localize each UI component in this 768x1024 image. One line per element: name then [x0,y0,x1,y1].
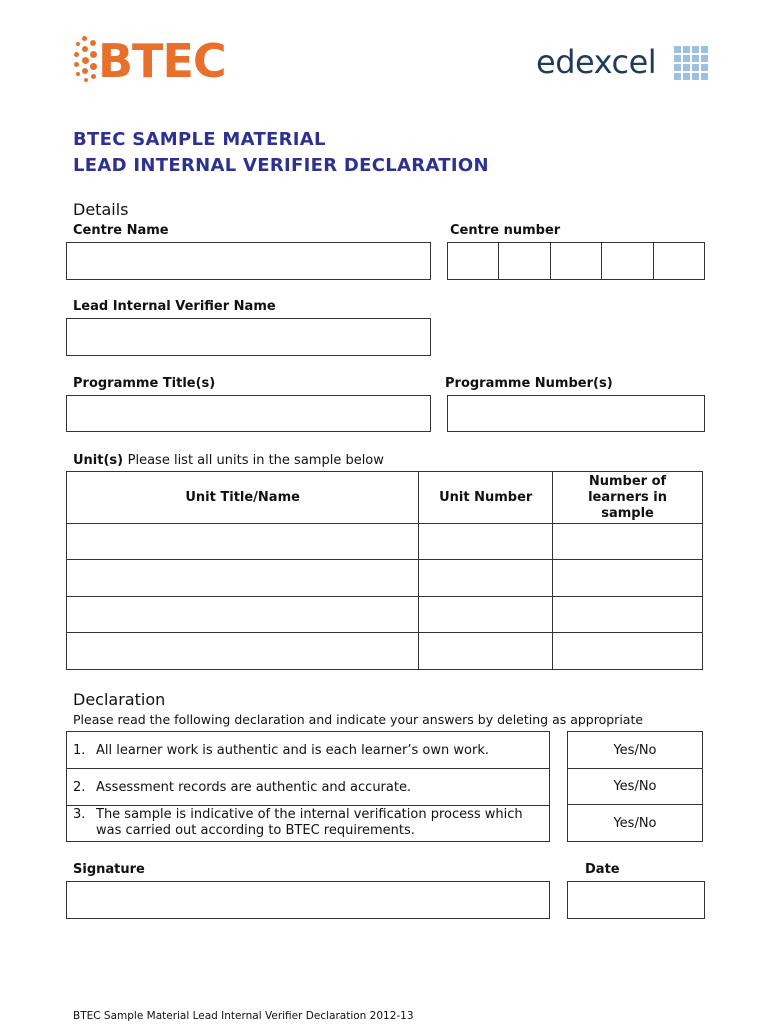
signature-field[interactable] [66,881,550,919]
learners-cell[interactable] [553,597,703,633]
declaration-number: 1. [73,742,86,758]
unit-title-cell[interactable] [67,560,419,597]
table-row [67,524,703,560]
units-table [66,471,703,670]
page-footer: BTEC Sample Material Lead Internal Verifier Declaration 2012-13 [73,1010,414,1022]
declaration-text: All learner work is authentic and is each learner’s own work. [96,742,489,758]
btec-wordmark: BTEC [98,34,226,88]
centre-number-digit-5[interactable] [653,243,704,280]
unit-title-cell[interactable] [67,633,419,670]
learners-cell[interactable] [553,524,703,560]
programme-title-field[interactable] [66,395,431,432]
centre-number-digit-4[interactable] [602,243,653,280]
learners-cell[interactable] [553,633,703,670]
declaration-answer-2[interactable]: Yes/No [567,768,703,805]
declaration-answer-3[interactable]: Yes/No [567,804,703,842]
declaration-row [67,769,550,806]
table-row [67,633,703,670]
date-field[interactable] [567,881,705,919]
table-row [67,597,703,633]
programme-number-field[interactable] [447,395,705,432]
liv-name-field[interactable] [66,318,431,356]
declaration-number: 3. [73,807,86,822]
date-label: Date [585,862,620,877]
centre-number-digit-3[interactable] [550,243,601,280]
signature-label: Signature [73,862,145,877]
units-label-note: Please list all units in the sample below [127,453,384,468]
units-label-bold: Unit(s) [73,453,124,468]
declaration-table [66,731,550,842]
unit-number-header: Unit Number [419,472,553,524]
declaration-row [67,732,550,769]
declaration-answer-1[interactable]: Yes/No [567,731,703,769]
declaration-text: Assessment records are authentic and accurate. [96,779,412,795]
unit-number-cell[interactable] [419,597,553,633]
declaration-number: 2. [73,779,86,795]
centre-number-field[interactable] [447,242,705,280]
declaration-heading: Declaration [73,690,166,709]
declaration-text: The sample is indicative of the internal verification process which was carried out according to BTEC requirements. [96,807,523,838]
unit-number-cell[interactable] [419,524,553,560]
centre-number-label: Centre number [450,223,561,238]
edexcel-logo [536,40,716,86]
unit-title-header: Unit Title/Name [67,472,419,524]
centre-number-digit-1[interactable] [448,243,499,280]
declaration-row [67,806,550,842]
programme-number-label: Programme Number(s) [445,376,613,391]
unit-number-cell[interactable] [419,560,553,597]
centre-number-digit-2[interactable] [499,243,550,280]
declaration-instruction: Please read the following declaration and indicate your answers by deleting as appropriate [73,712,644,727]
btec-logo [70,32,230,90]
learners-cell[interactable] [553,560,703,597]
document-title-line2: LEAD INTERNAL VERIFIER DECLARATION [73,155,489,176]
liv-name-label: Lead Internal Verifier Name [73,299,276,314]
centre-name-field[interactable] [66,242,431,280]
unit-title-cell[interactable] [67,524,419,560]
programme-title-label: Programme Title(s) [73,376,216,391]
unit-number-cell[interactable] [419,633,553,670]
centre-name-label: Centre Name [73,223,169,238]
details-heading: Details [73,200,129,219]
table-row [67,560,703,597]
document-title-line1: BTEC SAMPLE MATERIAL [73,129,326,150]
unit-title-cell[interactable] [67,597,419,633]
edexcel-wordmark: edexcel [536,43,657,81]
units-label [73,453,384,468]
learners-header: Number of learners in sample [553,472,703,524]
